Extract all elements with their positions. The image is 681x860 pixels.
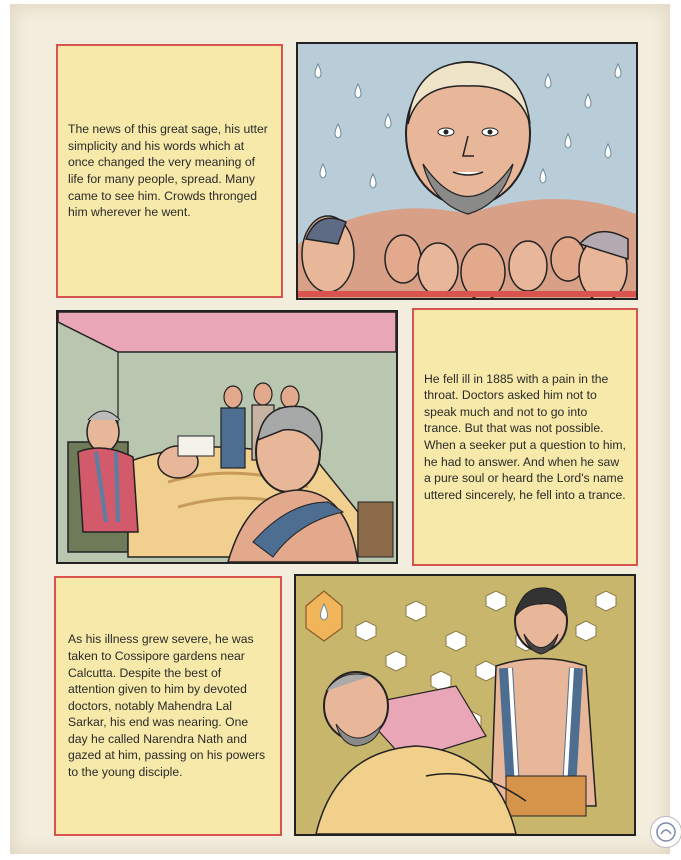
comic-page xyxy=(10,4,670,854)
caption-box-1 xyxy=(56,44,283,298)
sickroom-scene xyxy=(58,312,396,562)
caption-box-3 xyxy=(54,576,282,836)
caption-box-2 xyxy=(412,308,638,566)
illustration-disciple xyxy=(294,574,636,836)
caption-text-1: The news of this great sage, his utter simplicity and his words which at once changed the very meaning of life for many people, spread. Many came to see him. Crowds thronged him wherever he went. xyxy=(68,122,268,220)
illustration-crowd xyxy=(296,42,638,300)
illustration-sickbed xyxy=(56,310,398,564)
publisher-logo-icon xyxy=(650,816,681,848)
caption-text-2: He fell ill in 1885 with a pain in the throat. Doctors asked him not to speak much and not to go into trance. But that was not possible. When a seeker put a question to him, he had to answer. And when he saw a pure soul or heard the Lord's name uttered sincerely, he fell into a trance. xyxy=(424,371,626,502)
crowd-scene xyxy=(298,44,636,298)
transfer-scene xyxy=(296,576,634,834)
caption-text-3: As his illness grew severe, he was taken to Cossipore gardens near Calcutta. Despite the best of attention given to him by devoted doctors, notably Mahendra Lal Sarkar, his end was nearing. One day he called Narendra Nath and gazed at him, passing on his powers to the young disciple. xyxy=(68,632,266,780)
